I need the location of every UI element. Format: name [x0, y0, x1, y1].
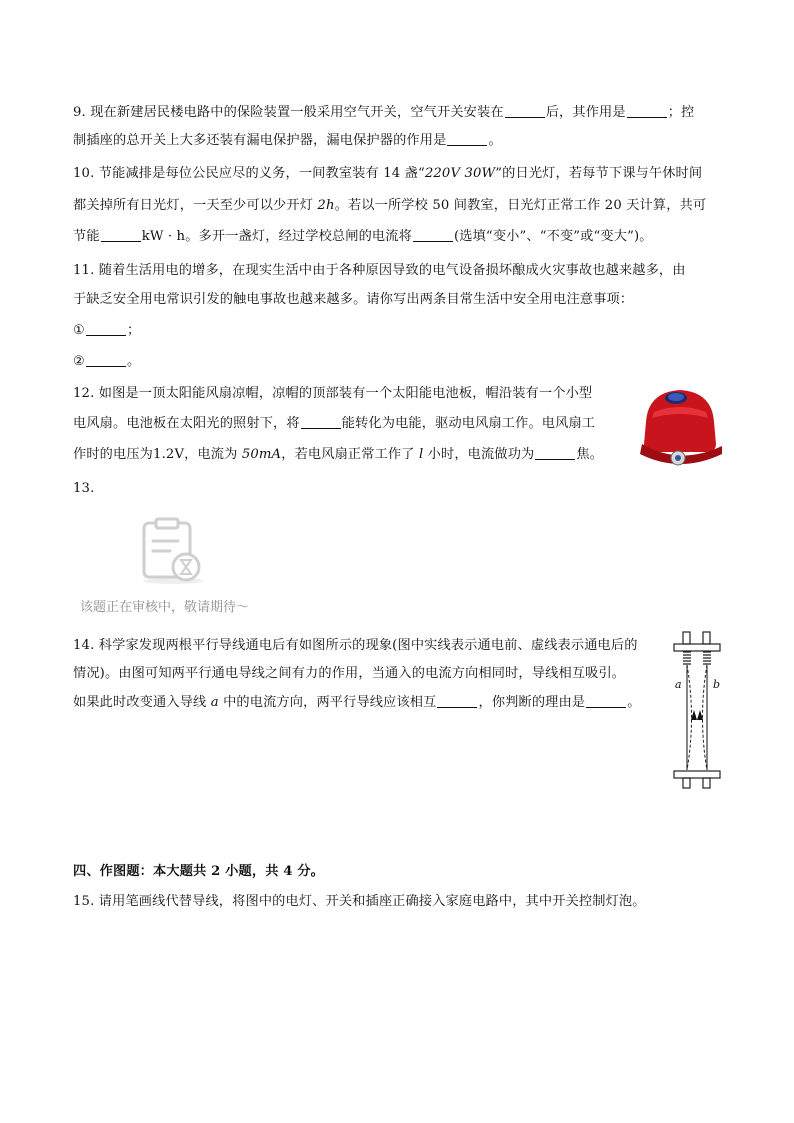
answer-blank[interactable] [413, 227, 453, 242]
answer-blank[interactable] [101, 227, 141, 242]
q13-number: 13. [73, 481, 95, 496]
q11-line-1: 11. 随着生活用电的增多，在现实生活中由于各种原因导致的电气设备损坏酿成火灾事故也越来越多，由 [73, 263, 686, 278]
q12-line-1: 12. 如图是一顶太阳能风扇凉帽，凉帽的顶部装有一个太阳能电池板，帽沿装有一个小型 [73, 386, 593, 401]
q10-line-2: 都关掉所有日光灯，一天至少可以少开灯 2h。若以一所学校 50 间教室，日光灯正常工作 20 天计算，共可 [73, 198, 707, 213]
wire-label-b: b [713, 678, 721, 691]
q14-line-2: 情况)。由图可知两平行通电导线之间有力的作用，当通入的电流方向相同时，导线相互吸引。 [73, 666, 626, 681]
q14-line-1: 14. 科学家发现两根平行导线通电后有如图所示的现象(图中实线表示通电前、虚线表示通电后的 [73, 638, 638, 653]
answer-blank[interactable] [627, 103, 667, 118]
q12-line-2: 电风扇。电池板在太阳光的照射下，将 能转化为电能，驱动电风扇工作。电风扇工 [73, 416, 596, 431]
wire-label-a: a [675, 678, 682, 691]
q15-line-1: 15. 请用笔画线代替导线，将图中的电灯、开关和插座正确接入家庭电路中，其中开关控制灯泡。 [73, 894, 646, 909]
answer-blank[interactable] [86, 352, 126, 367]
q9-line-2: 制插座的总开关上大多还装有漏电保护器，漏电保护器的作用是 。 [73, 133, 502, 148]
q14-line-3: 如果此时改变通入导线 a 中的电流方向，两平行导线应该相互 ，你判断的理由是 。 [73, 695, 641, 710]
answer-blank[interactable] [86, 321, 126, 336]
q11-item-2: ② 。 [73, 354, 141, 369]
q10-line-1: 10. 节能减排是每位公民应尽的义务，一间教室装有 14 盏“220V 30W”的日光灯，若每节下课与午休时间 [73, 166, 703, 181]
section-4-title: 四、作图题：本大题共 2 小题，共 4 分。 [73, 864, 325, 879]
q10-line-3: 节能 kW · h。多开一盏灯，经过学校总闸的电流将 (选填“变小”、“不变”或“变大”)。 [73, 229, 653, 244]
pending-review-text: 该题正在审核中，敬请期待～ [80, 600, 250, 615]
solar-fan-hat-image [636, 382, 724, 474]
answer-blank[interactable] [505, 103, 545, 118]
answer-blank[interactable] [447, 131, 487, 146]
q11-item-1: ① ； [73, 323, 141, 338]
q11-line-2: 于缺乏安全用电常识引发的触电事故也越来越多。请你写出两条目常生活中安全用电注意事项： [73, 292, 634, 307]
answer-blank[interactable] [437, 693, 477, 708]
pending-review-icon [138, 517, 208, 587]
parallel-wires-diagram [670, 630, 730, 792]
answer-blank[interactable] [586, 693, 626, 708]
answer-blank[interactable] [535, 445, 575, 460]
q12-line-3: 作时的电压为1.2V，电流为 50mA，若电风扇正常工作了 l 小时，电流做功为 焦。 [73, 447, 604, 462]
q9-line-1: 9. 现在新建居民楼电路中的保险装置一般采用空气开关，空气开关安装在 后，其作用是 ；控 [73, 105, 695, 120]
answer-blank[interactable] [301, 414, 341, 429]
